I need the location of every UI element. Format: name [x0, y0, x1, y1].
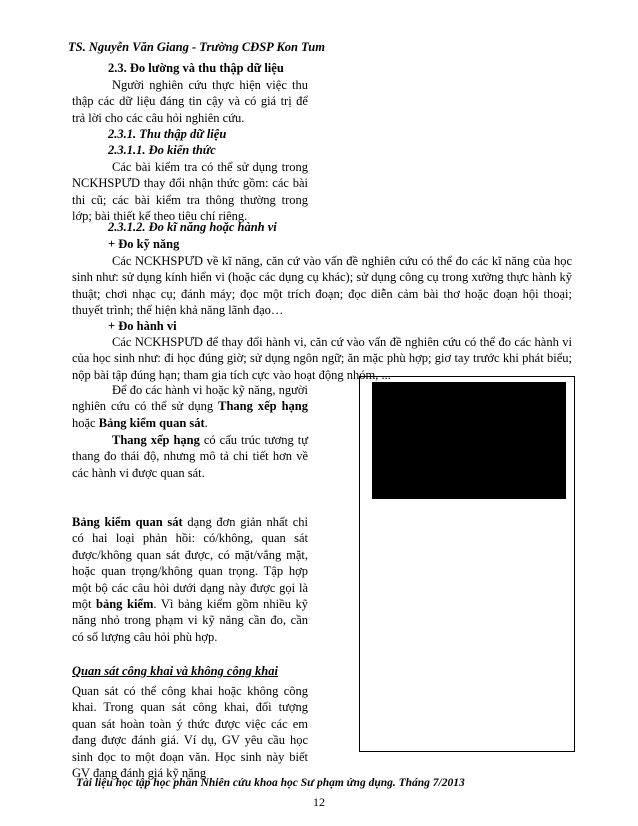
tools-text-a: Để đo các hành vi hoặc kỹ năng, người nghiên cứu có thể sử dụng — [72, 383, 308, 414]
rating-scale-text: có cấu trúc tương tự thang đo thái độ, nhưng mô tả chi tiết hơn về các hành vi được quan sát. — [72, 433, 308, 480]
page-footer: Tài liệu học tập học phần Nhiên cứu khoa học Sư phạm ứng dụng. Tháng 7/2013 — [76, 777, 465, 789]
checklist-text-c: . Vì bảng kiểm gồm nhiều kỹ năng nhỏ trong phạm vi kỹ năng cần đo, cần có số lượng câu hỏi phù hợp. — [72, 597, 309, 644]
tools-term-checklist: Bảng kiểm quan sát — [98, 415, 205, 430]
heading-2-3: 2.3. Đo lường và thu thập dữ liệu — [108, 61, 284, 75]
figure-image — [372, 382, 566, 499]
paragraph-2-3-1-1: Các bài kiểm tra có thể sử dụng trong NCKHSPƯD thay đổi nhận thức gồm: các bài thi cũ; các bài kiểm tra thông thường trong lớp; bài thiết kế theo tiêu chí riêng. — [72, 160, 308, 224]
page-header: TS. Nguyễn Văn Giang - Trường CĐSP Kon Tum — [68, 40, 325, 54]
page-number: 12 — [313, 795, 325, 809]
tools-term-rating-scale: Thang xếp hạng — [218, 399, 308, 414]
rating-scale-term: Thang xếp hạng — [112, 433, 200, 447]
heading-skill: + Đo kỹ năng — [108, 237, 180, 251]
heading-2-3-1-2: 2.3.1.2. Đo kĩ năng hoặc hành vi — [108, 220, 277, 234]
checklist-term-2: bảng kiểm — [96, 597, 154, 612]
heading-2-3-1: 2.3.1. Thu thập dữ liệu — [108, 127, 227, 141]
tools-text-d: . — [204, 415, 208, 430]
heading-2-3-1-1: 2.3.1.1. Đo kiến thức — [108, 143, 216, 157]
paragraph-skill: Các NCKHSPƯD về kĩ năng, căn cứ vào vấn đề nghiên cứu có thể đo các kĩ năng của học sinh như: sử dụng kính hiển vi (hoặc các dụng cụ khác); sử dụng công cụ trong xưởng thực hành kỹ thuật; chơi nhạc cụ; đánh máy; đọc một trích đoạn; đọc diễn cảm bài thơ hoặc đoạn hội thoại; thuyết trình; thể hiện khả năng lãnh đạo… — [72, 254, 572, 318]
checklist-text-a: dạng đơn giản nhất chỉ có hai loại phản hồi: có/không, quan sát được/không quan sát được, có mặt/vắng mặt, hoặc quan trọng/không quan trọng. Tập hợp một bộ các câu hỏi dưới dạng này được gọi là một — [72, 515, 308, 612]
paragraph-observation: Quan sát có thể công khai hoặc không công khai. Trong quan sát công khai, đối tượng quan sát hoàn toàn ý thức được việc các em đang được đánh giá. Ví dụ, GV yêu cầu học sinh đọc to một đoạn văn. Học sinh này biết GV đang đánh giá kỹ năng — [72, 684, 308, 781]
paragraph-behavior: Các NCKHSPƯD để thay đổi hành vi, căn cứ vào vấn đề nghiên cứu có thể đo các hành vi của học sinh như: đi học đúng giờ; sử dụng ngôn ngữ; ăn mặc phù hợp; giơ tay trước khi phát biểu; nộp bài tập đúng hạn; tham gia tích cực vào hoạt động nhóm, ... — [72, 335, 572, 382]
heading-observation: Quan sát công khai và không công khai — [72, 664, 278, 678]
paragraph-2-3: Người nghiên cứu thực hiện việc thu thập các dữ liệu đáng tin cậy và có giá trị để trả lời cho các câu hỏi nghiên cứu. — [72, 78, 308, 125]
paragraph-tools — [72, 382, 308, 431]
heading-behavior: + Đo hành vi — [108, 319, 177, 333]
paragraph-rating-scale — [72, 432, 308, 481]
checklist-term: Bảng kiểm quan sát — [72, 515, 183, 529]
tools-text-c: hoặc — [72, 415, 99, 430]
paragraph-checklist — [72, 514, 308, 645]
